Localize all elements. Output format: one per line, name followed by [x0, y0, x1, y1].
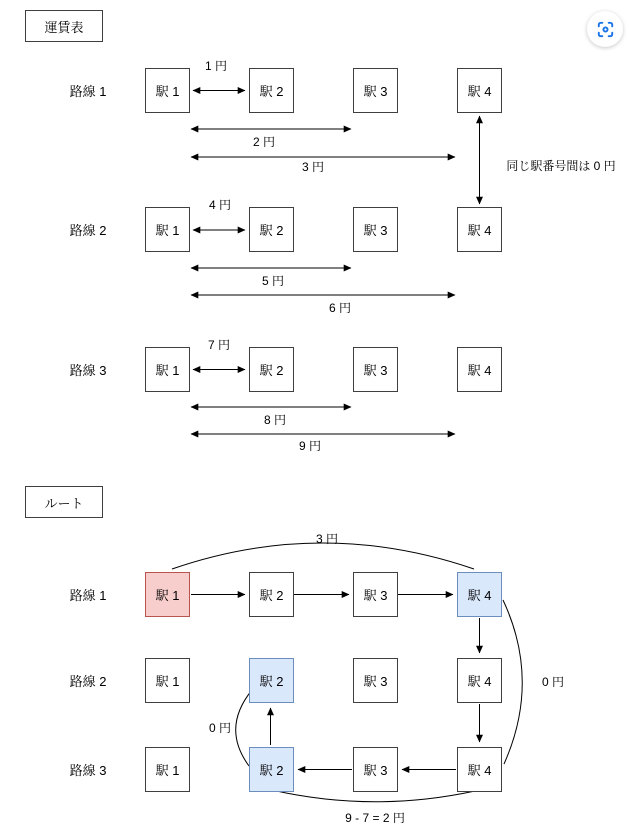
- route-l2-station-1: 駅 1: [145, 658, 190, 703]
- fare-label-5yen: 5 円: [261, 274, 285, 288]
- route-l3-station-3: 駅 3: [353, 747, 398, 792]
- route-label-3yen: 3 円: [315, 532, 339, 546]
- fare-label-1yen: 1 円: [204, 59, 228, 73]
- route-0yen-right-arc: [503, 600, 522, 764]
- screenshot-scan-icon: [596, 20, 615, 39]
- route-label-2yen: 9 - 7 = 2 円: [345, 811, 405, 825]
- route-l3-station-2-highlight: 駅 2: [249, 747, 294, 792]
- fare-l1-station-2: 駅 2: [249, 68, 294, 113]
- route-l1-station-2: 駅 2: [249, 572, 294, 617]
- route-l2-station-2-highlight: 駅 2: [249, 658, 294, 703]
- fare-label-8yen: 8 円: [263, 413, 287, 427]
- route-label-0yen-left: 0 円: [208, 721, 232, 735]
- fare-section-title: 運賃表: [25, 10, 103, 42]
- route-l2-station-3: 駅 3: [353, 658, 398, 703]
- fare-l2-station-4: 駅 4: [457, 207, 502, 252]
- screenshot-scan-button[interactable]: [587, 11, 623, 47]
- route-line3-label: 路線 3: [69, 763, 107, 778]
- fare-l1-station-4: 駅 4: [457, 68, 502, 113]
- fare-label-3yen: 3 円: [301, 160, 325, 174]
- fare-line3-label: 路線 3: [69, 363, 107, 378]
- fare-label-6yen: 6 円: [328, 301, 352, 315]
- route-label-0yen-right: 0 円: [541, 675, 565, 689]
- route-l2-station-4: 駅 4: [457, 658, 502, 703]
- fare-l1-station-3: 駅 3: [353, 68, 398, 113]
- fare-l1-station-1: 駅 1: [145, 68, 190, 113]
- fare-label-7yen: 7 円: [207, 338, 231, 352]
- route-line1-label: 路線 1: [69, 588, 107, 603]
- route-l1-station-4-highlight: 駅 4: [457, 572, 502, 617]
- fare-line1-label: 路線 1: [69, 84, 107, 99]
- fare-label-2yen: 2 円: [252, 135, 276, 149]
- route-l3-station-4: 駅 4: [457, 747, 502, 792]
- fare-label-4yen: 4 円: [208, 198, 232, 212]
- route-l1-station-3: 駅 3: [353, 572, 398, 617]
- fare-same-station-note: 同じ駅番号間は 0 円: [506, 159, 616, 173]
- fare-l3-station-3: 駅 3: [353, 347, 398, 392]
- fare-l3-station-1: 駅 1: [145, 347, 190, 392]
- route-section-title: ルート: [25, 486, 103, 518]
- fare-l2-station-1: 駅 1: [145, 207, 190, 252]
- route-line2-label: 路線 2: [69, 674, 107, 689]
- fare-l2-station-2: 駅 2: [249, 207, 294, 252]
- fare-l3-station-4: 駅 4: [457, 347, 502, 392]
- route-l1-station-1-start: 駅 1: [145, 572, 190, 617]
- route-l3-station-1: 駅 1: [145, 747, 190, 792]
- fare-label-9yen: 9 円: [298, 439, 322, 453]
- fare-l2-station-3: 駅 3: [353, 207, 398, 252]
- fare-line2-label: 路線 2: [69, 223, 107, 238]
- fare-l3-station-2: 駅 2: [249, 347, 294, 392]
